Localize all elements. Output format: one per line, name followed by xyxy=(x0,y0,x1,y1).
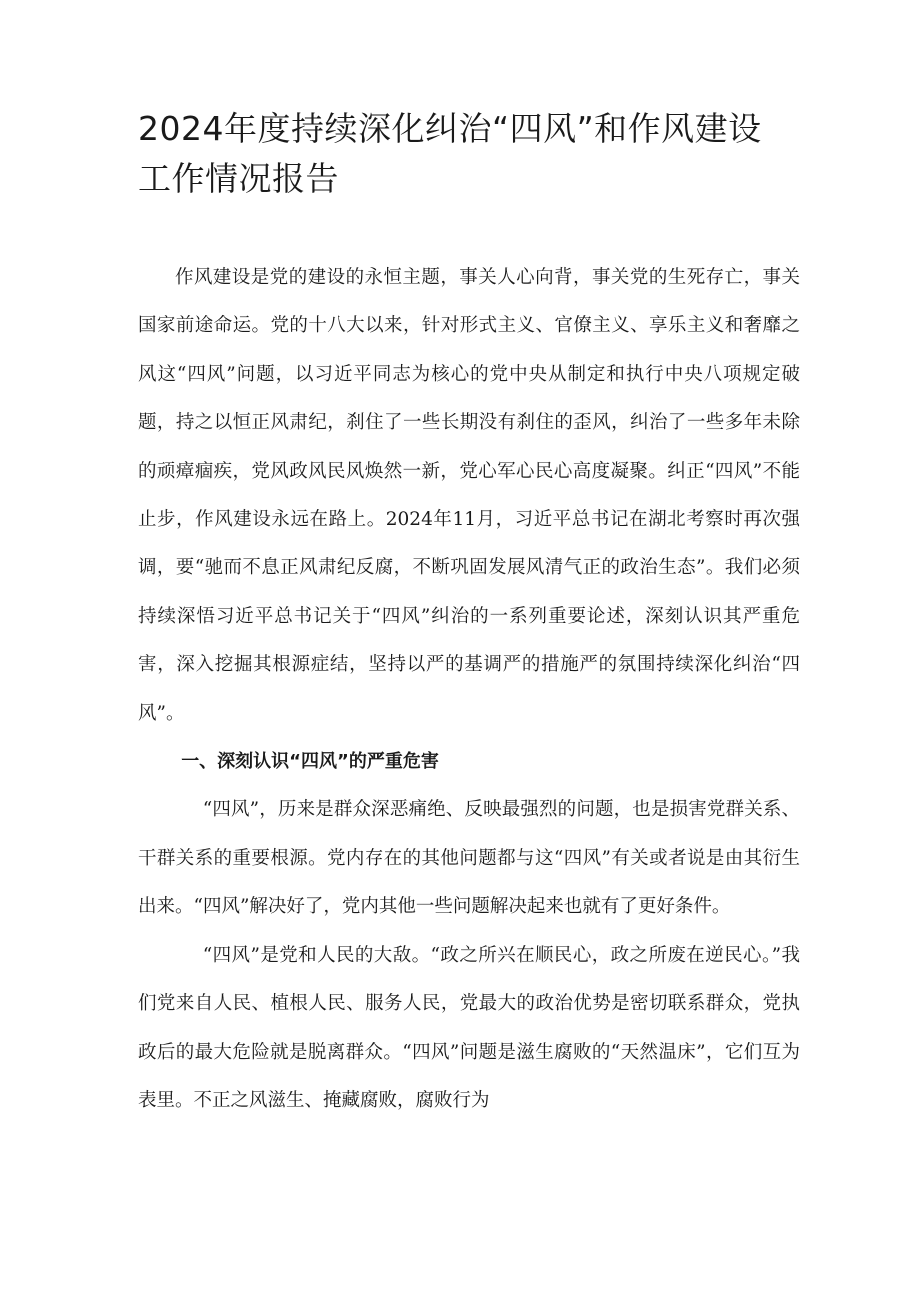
body-paragraph: “四风”是党和人民的大敌。“政之所兴在顺民心，政之所废在逆民心。”我们党来自人民、植根人民、服务人民，党最大的政治优势是密切联系群众，党执政后的最大危险就是脱离群众。“四风”问题是滋生腐败的“天然温床”，它们互为表里。不正之风滋生、掩藏腐败，腐败行为 xyxy=(138,944,800,1111)
body-paragraph: “四风”，历来是群众深恶痛绝、反映最强烈的问题，也是损害党群关系、干群关系的重要根源。党内存在的其他问题都与这“四风”有关或者说是由其衍生出来。“四风”解决好了，党内其他一些问题解决起来也就有了更好条件。 xyxy=(138,799,800,918)
title-line-1: 2024年度持续深化纠治“四风”和作风建设 xyxy=(138,109,762,148)
intro-paragraph: 作风建设是党的建设的永恒主题，事关人心向背，事关党的生死存亡，事关国家前途命运。党的十八大以来，针对形式主义、官僚主义、享乐主义和奢靡之风这“四风”问题，以习近平同志为核心的党中央从制定和执行中央八项规定破题，持之以恒正风肃纪，刹住了一些长期没有刹住的歪风，纠治了一些多年未除的顽瘴痼疾，党风政风民风焕然一新，党心军心民心高度凝聚。纠正“四风”不能止步，作风建设永远在路上。2024年11月，习近平总书记在湖北考察时再次强调，要“驰而不息正风肃纪反腐，不断巩固发展风清气正的政治生态”。我们必须持续深悟习近平总书记关于“四风”纠治的一系列重要论述，深刻认识其严重危害，深入挖掘其根源症结，坚持以严的基调严的措施严的氛围持续深化纠治“四风”。 xyxy=(138,267,800,724)
document-body xyxy=(138,254,800,1125)
document-title xyxy=(138,104,838,204)
section-heading: 一、深刻认识“四风”的严重危害 xyxy=(181,751,439,773)
title-line-2: 工作情况报告 xyxy=(138,159,339,198)
